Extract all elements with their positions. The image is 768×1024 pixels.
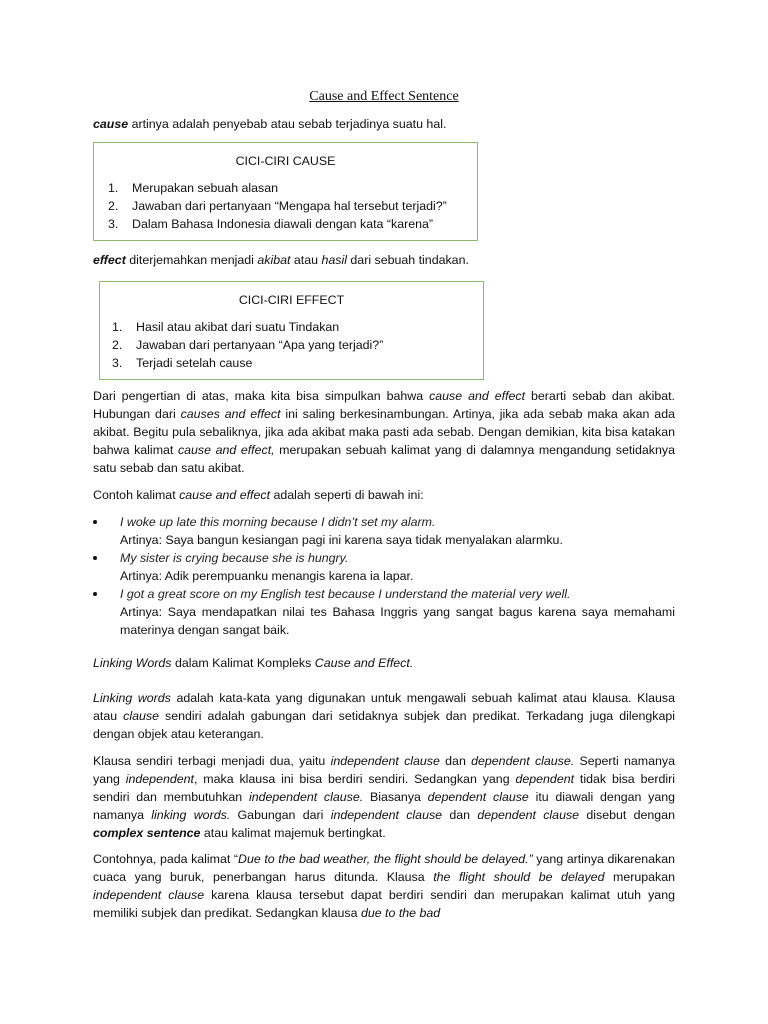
text-run: karena klausa tersebut dapat berdiri sendiri dan merupakan kalimat utuh yang memiliki subjek dan predikat. Sedangkan klausa [93,888,675,920]
text-run: due to the bad [360,906,441,920]
text-run: Dari pengertian di atas, maka kita bisa simpulkan bahwa [93,389,430,403]
effect-characteristics-box [99,281,484,380]
text-run: adalah seperti di bawah ini: [270,488,424,502]
text-run: adalah kata-kata yang digunakan untuk mengawali sebuah kalimat atau klausa. Klausa atau [93,691,676,723]
example-item [93,549,675,585]
text-run: atau kalimat majemuk bertingkat. [200,826,386,840]
text-run: dependent [515,772,575,786]
text-run: yang artinya dikarenakan cuaca yang buruk, penerbangan harus ditunda. Klausa [93,852,675,884]
example-english: I woke up late this morning because I didn’t set my alarm. [120,515,436,529]
text-run: cause and effect, [177,443,275,457]
text-run: independent clause [93,888,205,902]
cause-term: cause [93,117,129,131]
text-run: diterjemahkan menjadi [125,253,258,267]
text-run: independent [125,772,194,786]
list-text: Merupakan sebuah alasan [132,181,279,195]
list-number: 2. [112,338,123,352]
list-item [108,197,447,215]
clause-types-paragraph [93,752,675,842]
effect-box-heading: CICI-CIRI EFFECT [238,293,345,307]
list-item [108,179,447,197]
text-run: itu diawali dengan yang namanya [93,790,675,822]
text-run: Linking Words [93,656,172,670]
example-english: I got a great score on my English test because I understand the material very well. [120,587,571,601]
text-run: , maka klausa ini bisa berdiri sendiri. Sedangkan yang [193,772,516,786]
text-run: linking words. [151,808,231,822]
text-run: Seperti namanya yang [93,754,675,786]
bullet-icon [93,592,97,596]
text-run: Biasanya [363,790,428,804]
text-run: dari sebuah tindakan. [346,253,469,267]
linking-words-heading [93,654,413,672]
list-item [112,354,383,372]
list-item [108,215,447,233]
bullet-icon [93,556,97,560]
text-run: Linking words [93,691,171,705]
text-run: dan [439,754,472,768]
list-number: 3. [108,217,119,231]
list-number: 1. [108,181,119,195]
text-run: independent clause [330,754,440,768]
examples-list [93,513,675,639]
text-run: atau [290,253,322,267]
text-run: merupakan [604,870,676,884]
effect-definition [93,251,469,269]
text-run: ini saling berkesinambungan. Artinya, jika ada sebab maka akan ada akibat. Begitu pula sebaliknya, jika ada akibat maka pasti ada sebab. Dengan demikian, kita bisa katakan bahwa kalimat [93,407,675,457]
list-item [112,336,383,354]
cause-characteristics-list [108,179,447,233]
text-run: dependent clause [427,790,529,804]
text-run: causes and effect [180,407,281,421]
cause-definition [93,115,446,133]
cause-definition-text: artinya adalah penyebab atau sebab terjadinya suatu hal. [128,117,447,131]
text-run: dependent clause. [471,754,575,768]
text-run: dalam Kalimat Kompleks [171,656,315,670]
text-run: dan [442,808,478,822]
text-run: disebut dengan [579,808,675,822]
list-text: Hasil atau akibat dari suatu Tindakan [136,320,340,334]
effect-term: effect [93,253,126,267]
text-run: akibat [257,253,291,267]
example-translation: Artinya: Saya mendapatkan nilai tes Bahasa Inggris yang sangat bagus karena saya memahami materinya dengan sangat baik. [120,605,675,637]
text-run: Due to the bad weather, the flight should be delayed.” [238,852,533,866]
text-run: independent clause [330,808,443,822]
text-run: tidak bisa berdiri sendiri dan membutuhkan [93,772,676,804]
list-number: 1. [112,320,123,334]
text-run: hasil [321,253,347,267]
text-run: clause [123,709,159,723]
bullet-icon [93,520,97,524]
list-item [112,318,383,336]
text-run: complex sentence [93,826,201,840]
example-item [93,585,675,639]
example-translation: Artinya: Saya bangun kesiangan pagi ini karena saya tidak menyalakan alarmku. [120,533,563,547]
text-run: Cause and Effect. [314,656,414,670]
text-run: Klausa sendiri terbagi menjadi dua, yaitu [93,754,331,768]
text-run: the flight should be delayed [433,870,605,884]
text-run: berarti sebab dan akibat. Hubungan dari [93,389,675,421]
effect-characteristics-list [112,318,383,372]
page-title: Cause and Effect Sentence [309,89,459,104]
example-english: My sister is crying because she is hungry. [120,551,349,565]
text-run: Contohnya, pada kalimat “ [93,852,239,866]
conclusion-paragraph [93,387,675,477]
list-text: Dalam Bahasa Indonesia diawali dengan kata “karena” [132,217,434,231]
example-translation: Artinya: Adik perempuanku menangis karena ia lapar. [120,569,414,583]
cause-box-heading: CICI-CIRI CAUSE [235,154,336,168]
text-run: Contoh kalimat [93,488,180,502]
list-number: 2. [108,199,119,213]
examples-intro [93,486,424,504]
list-text: Terjadi setelah cause [136,356,253,370]
text-run: independent clause. [248,790,364,804]
text-run: Gabungan dari [230,808,331,822]
cause-characteristics-box [93,142,478,241]
text-run: cause and effect [429,389,526,403]
text-run: cause and effect [179,488,271,502]
list-text: Jawaban dari pertanyaan “Apa yang terjadi?” [136,338,384,352]
text-run: sendiri adalah gabungan dari setidaknya subjek dan predikat. Terkadang juga dilengkapi dengan objek atau keterangan. [93,709,675,741]
text-run: dependent clause [477,808,580,822]
example-analysis-paragraph [93,850,675,922]
example-item [93,513,675,549]
text-run: merupakan sebuah kalimat yang di dalamnya mengandung setidaknya satu sebab dan satu akibat. [93,443,675,475]
linking-words-paragraph [93,689,675,743]
list-text: Jawaban dari pertanyaan “Mengapa hal tersebut terjadi?” [132,199,447,213]
list-number: 3. [112,356,123,370]
